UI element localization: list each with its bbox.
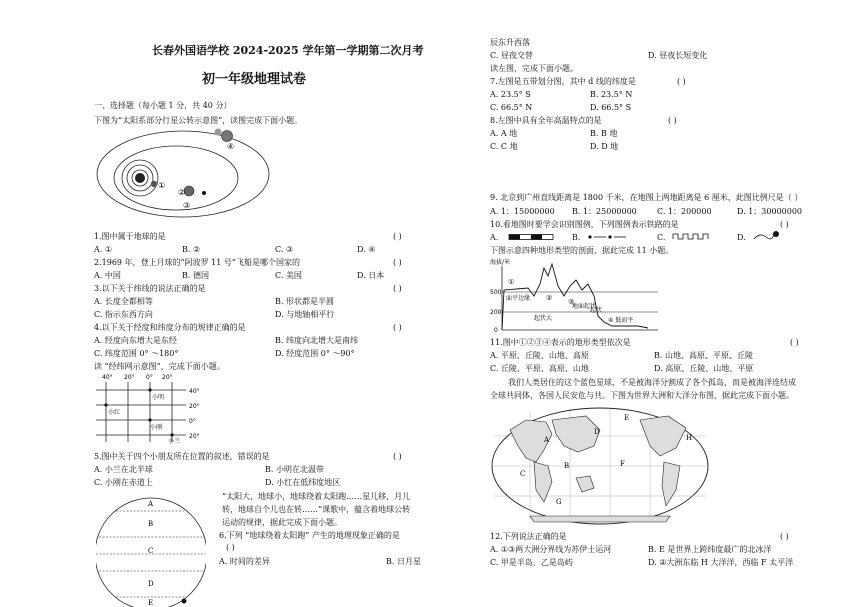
- q4-opt-d[interactable]: D. 经度范围 0° ～90°: [275, 349, 355, 358]
- q2-opt-c[interactable]: C. 美国: [275, 271, 302, 280]
- q8-paren: ( ): [668, 116, 677, 125]
- map-f: F: [620, 460, 625, 468]
- q2-paren: ( ): [393, 258, 402, 267]
- terrain-ylabel: 海拔/米: [490, 259, 511, 266]
- q10-paren: ( ): [780, 220, 789, 229]
- q10-opt-d[interactable]: D.: [737, 233, 746, 242]
- lat-lon-grid: [94, 372, 206, 444]
- solar-intro: 下图为“太阳系部分行星公转示意图”，读图完成下面小题。: [94, 116, 303, 125]
- q8-opt-c[interactable]: C. C 地: [490, 142, 518, 151]
- terrain-2: ②: [546, 294, 553, 302]
- q7-opt-a[interactable]: A. 23.5° S: [490, 90, 531, 99]
- q4-paren: ( ): [393, 323, 402, 332]
- grid-intro: 读 “经纬网示意图”，完成下面小题。: [94, 362, 225, 371]
- map-c: C: [520, 470, 526, 478]
- q5-opt-c[interactable]: C. 小刚在赤道上: [94, 478, 153, 487]
- q10-opt-a[interactable]: A.: [490, 233, 499, 242]
- solar-system-diagram: [94, 127, 272, 219]
- q4-opt-b[interactable]: B. 纬度向北增大是南纬: [275, 336, 358, 345]
- zone-d-marker: [180, 597, 188, 605]
- map-b: B: [564, 462, 570, 470]
- q12-opt-d[interactable]: D. ②大洲东临 H 大洋洋，西临 F 太平洋: [648, 558, 794, 567]
- q11-opt-d[interactable]: D. 高原、丘陵、山地、平原: [654, 364, 754, 373]
- tick-200: 200: [490, 309, 502, 316]
- terrain-profile: [488, 256, 660, 334]
- xiaohong: 小红: [108, 409, 121, 416]
- q5-opt-a[interactable]: A. 小兰在北半球: [94, 465, 153, 474]
- q7-opt-b[interactable]: B. 23.5° N: [590, 90, 633, 99]
- xiaogang: 小刚: [150, 424, 163, 431]
- q5-opt-d[interactable]: D. 小红在低纬度地区: [265, 478, 341, 487]
- q7-opt-d[interactable]: D. 66.5° S: [590, 103, 632, 112]
- q9-opt-a[interactable]: A. 1：15000000: [490, 207, 555, 216]
- q5-opt-b[interactable]: B. 小明在北温带: [265, 465, 324, 474]
- terrain-3: ③: [568, 298, 575, 306]
- map-a: A: [544, 436, 550, 444]
- xiaolan: 小兰: [168, 438, 181, 444]
- grid-right-2: 0°: [189, 418, 196, 425]
- grid-right-0: 40°: [189, 388, 200, 395]
- zone-b: B: [148, 520, 154, 528]
- grid-top-2: 0°: [146, 374, 153, 381]
- q8-opt-b[interactable]: B. B 地: [590, 129, 618, 138]
- zone-c: C: [148, 547, 154, 555]
- map-g: G: [556, 498, 562, 506]
- grid-top-1: 20°: [124, 374, 135, 381]
- q3-opt-c[interactable]: C. 指示东西方向: [94, 310, 153, 319]
- q8-opt-d[interactable]: D. D 地: [590, 142, 619, 151]
- planet-1: [151, 181, 157, 187]
- zone-a: A: [148, 500, 154, 508]
- q11-stem: 11.图中①②③④表示的地形类型依次是: [490, 338, 631, 347]
- q12-opt-b[interactable]: B. E 是世界上跨纬度最广的北冰洋: [648, 545, 772, 554]
- poem-line-1: “太阳大，地球小，地球绕着太阳跑……星儿移，月儿: [222, 492, 411, 501]
- planet-3: [184, 186, 194, 196]
- q6-opt-d[interactable]: D. 昼夜长短变化: [648, 51, 708, 60]
- q6-opt-b[interactable]: B. 日月星: [386, 557, 421, 566]
- grid-right-1: 20°: [189, 403, 200, 410]
- wall-legend-icon: [672, 232, 712, 241]
- q4-stem: 4.以下关于经度和纬度分布的规律正确的是: [94, 323, 246, 332]
- q10-opt-b[interactable]: B.: [572, 233, 581, 242]
- q10-opt-c[interactable]: C.: [657, 233, 666, 242]
- q11-opt-b[interactable]: B. 山地、高原、平原、丘陵: [654, 351, 753, 360]
- q4-opt-c[interactable]: C. 纬度范围 0° ～180°: [94, 349, 179, 358]
- q7-paren: ( ): [677, 77, 686, 86]
- label-3: ③: [183, 201, 191, 210]
- school-title: 长春外国语学校 2024-2025 学年第一学期第二次月考: [152, 44, 424, 57]
- q1-paren: ( ): [393, 232, 402, 241]
- q12-paren: ( ): [780, 532, 789, 541]
- note-undulating: 起伏: [590, 307, 603, 314]
- q1-stem: 1.图中属于地球的是: [94, 232, 166, 241]
- terrain-intro: 下图示意四种地形类型的剖面，据此完成 11 小题。: [490, 246, 674, 255]
- q9-opt-b[interactable]: B. 1：25000000: [572, 207, 637, 216]
- passage-line-1: 我们人类居住的这个蓝色星球，不是被海洋分割成了各个孤岛，而是被海洋连结成: [508, 378, 796, 387]
- q5-paren: ( ): [393, 452, 402, 461]
- terrain-1: ①: [508, 278, 515, 286]
- q4-opt-a[interactable]: A. 经度向东增大是东经: [94, 336, 177, 345]
- q6-opt-c[interactable]: C. 昼夜交替: [490, 51, 533, 60]
- label-1: ①: [158, 181, 166, 190]
- q11-paren: ( ): [790, 338, 799, 347]
- exam-title: 初一年级地理试卷: [202, 72, 307, 87]
- map-h: H: [686, 434, 693, 442]
- q9-opt-d[interactable]: D. 1：30000000: [737, 207, 803, 216]
- q1-opt-b[interactable]: B. ②: [182, 245, 201, 254]
- q10-stem: 10.看地图时要学会识别图例，下列图例表示铁路的是: [490, 220, 679, 229]
- poem-line-2: 转，地球自个儿也在转……”课歌中，蕴含着地球公转: [222, 505, 411, 514]
- label-4: ④: [227, 142, 235, 151]
- antarctica-shape: [530, 516, 670, 522]
- five-zones-globe: [96, 494, 206, 607]
- q12-opt-c[interactable]: C. 甲是半岛，乙是岛屿: [490, 558, 573, 567]
- q12-stem: 12.下列说法正确的是: [490, 532, 567, 541]
- q6-paren: ( ): [226, 543, 235, 552]
- q1-opt-c[interactable]: C. ③: [275, 245, 294, 254]
- q11-opt-c[interactable]: C. 丘陵、平原、高原、山地: [490, 364, 589, 373]
- q3-stem: 3.以下关于纬线的说法正确的是: [94, 284, 206, 293]
- q2-stem: 2.1969 年，登上月球的“阿波罗 11 号”飞船是哪个国家的: [94, 258, 300, 267]
- q3-paren: ( ): [393, 284, 402, 293]
- q9-stem: 9. 北京到广州直线距离是 1800 千米，在地图上两地距离是 6 厘米，此图比例尺是（ ）: [490, 193, 803, 202]
- river-legend-icon: [752, 228, 782, 242]
- label-2: ②: [178, 188, 186, 197]
- boundary-legend-icon: [586, 233, 632, 241]
- zone-e: E: [148, 599, 154, 607]
- q7-opt-c[interactable]: C. 66.5° N: [490, 103, 533, 112]
- left-map-note: 读左图，完成下面小题。: [490, 64, 578, 73]
- q3-opt-d[interactable]: D. 与地轴相平行: [275, 310, 335, 319]
- xiaoming: 小明: [152, 394, 165, 401]
- q8-opt-a[interactable]: A. A 地: [490, 129, 518, 138]
- q6-opt-a[interactable]: A. 时间的差异: [219, 557, 270, 566]
- poem-line-3: 运动的规律，据此完成下面小题。: [222, 518, 342, 527]
- q12-opt-a[interactable]: A. ①③两大洲分界线为苏伊士运河: [490, 545, 612, 554]
- q6-stem: 6.下列 “地球绕着太阳跑” 产生的地理现象正确的是: [219, 531, 400, 540]
- grid-right-3: 20°: [189, 433, 200, 440]
- q7-stem: 7.左图是五带划分图，其中 d 线的纬度是: [490, 77, 636, 86]
- section-heading: 一、选择题（每小题 1 分，共 40 分）: [94, 101, 232, 110]
- q2-opt-d[interactable]: D. 日本: [357, 271, 385, 280]
- passage-line-2: 全球共同体，各国人民安危与共。下图为世界大洲和大洋分布图，据此完成下面小题。: [490, 391, 794, 400]
- note-rugged: 起伏大: [534, 315, 553, 322]
- map-d: D: [594, 428, 600, 436]
- q2-opt-a[interactable]: A. 中国: [94, 271, 121, 280]
- railway-legend-icon: [508, 233, 554, 241]
- q9-opt-c[interactable]: C. 1：200000: [657, 207, 712, 216]
- grid-top-0: 40°: [102, 374, 113, 381]
- world-map: [490, 406, 710, 526]
- q3-opt-a[interactable]: A. 长度全都相等: [94, 297, 153, 306]
- q2-opt-b[interactable]: B. 德国: [182, 271, 209, 280]
- note-plateau: 面平边缘: [506, 295, 531, 302]
- q1-opt-a[interactable]: A. ①: [94, 245, 113, 254]
- q11-opt-a[interactable]: A. 平原、丘陵、山地、高原: [490, 351, 589, 360]
- note-relief: 地面起伏: [572, 303, 597, 310]
- tick-500: 500: [490, 289, 502, 296]
- planet-4: [222, 131, 233, 142]
- note-lowflat: ④ 低而平: [608, 317, 634, 324]
- q1-opt-d[interactable]: D. ④: [357, 245, 376, 254]
- zone-d: D: [148, 580, 154, 588]
- q8-stem: 8.左图中具有全年高温特点的是: [490, 116, 602, 125]
- map-e: E: [624, 414, 630, 422]
- q6-opt-b-cont: 辰东升西落: [490, 38, 530, 47]
- q3-opt-b[interactable]: B. 形状都是半圆: [275, 297, 334, 306]
- grid-top-3: 20°: [162, 374, 173, 381]
- tick-0: 0: [494, 327, 498, 334]
- q5-stem: 5.图中关于四个小朋友所在位置的叙述，错误的是: [94, 452, 270, 461]
